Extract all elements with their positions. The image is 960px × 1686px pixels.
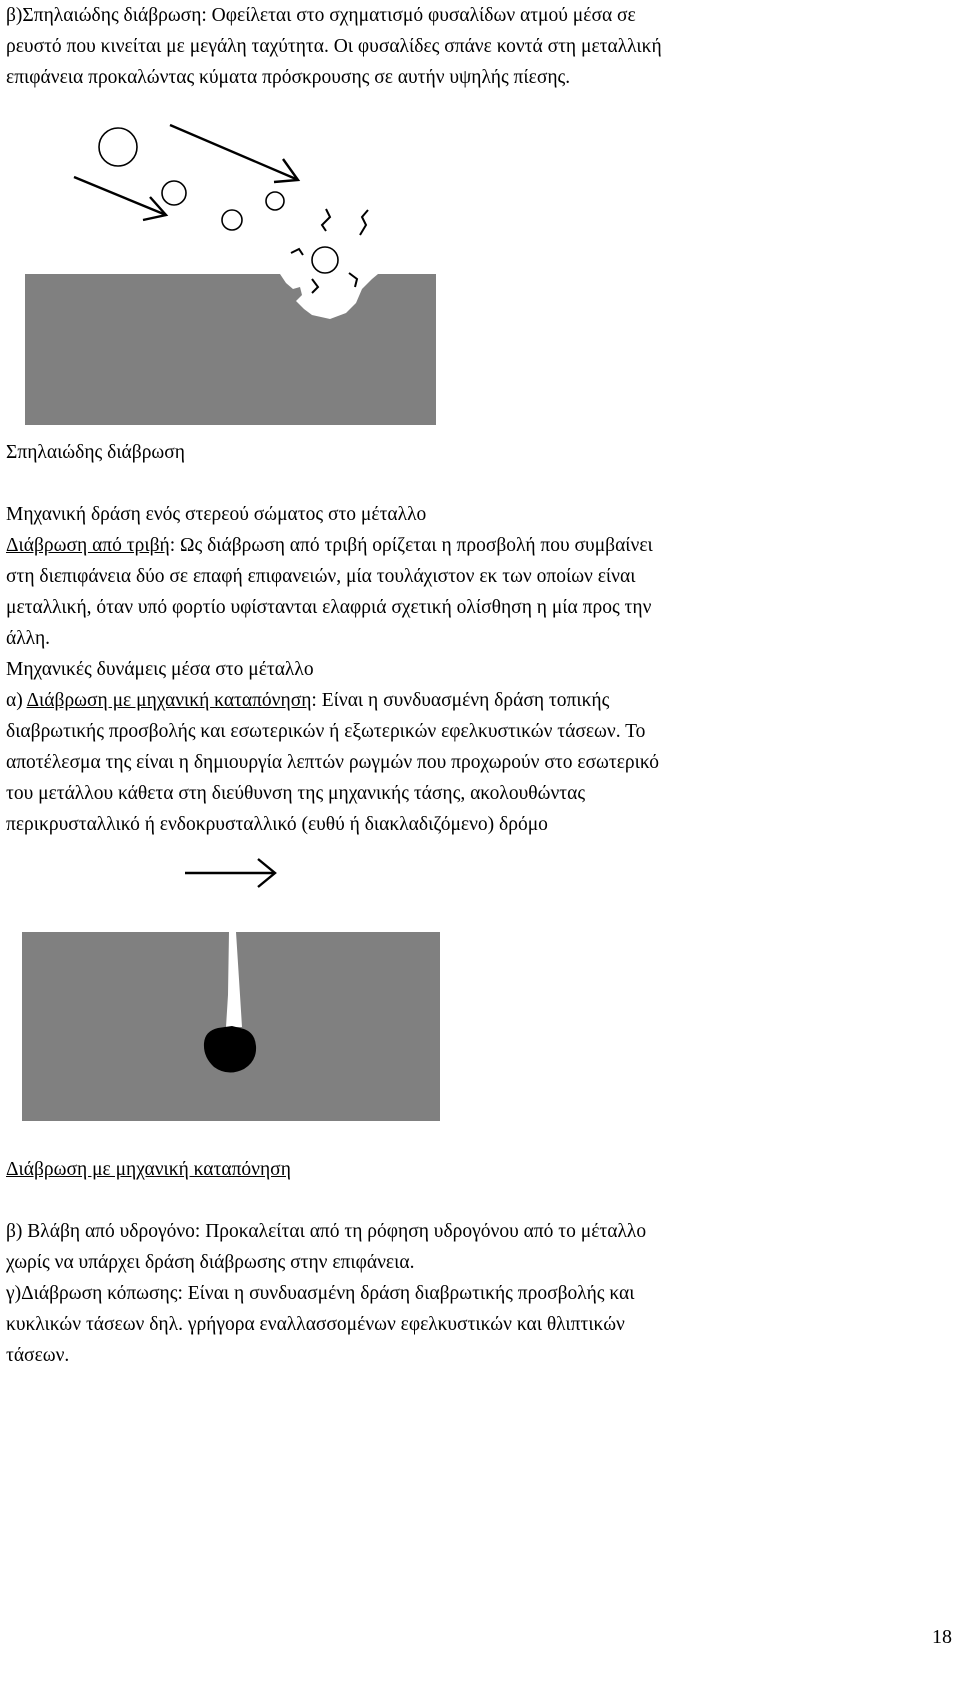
intro-line: β)Σπηλαιώδης διάβρωση: Οφείλεται στο σχηματισμό φυσαλίδων ατμού μέσα σε	[6, 5, 636, 26]
stress-line: αποτέλεσμα της είναι η δημιουργία λεπτών ρωγμών που προχωρούν στο εσωτερικό	[6, 752, 660, 773]
fatigue-paragraph	[6, 1278, 946, 1371]
wear-definition-line: στη διεπιφάνεια δύο σε επαφή επιφανειών, μία τουλάχιστον εκ των οποίων είναι	[6, 566, 636, 587]
hydrogen-line: χωρίς να υπάρχει δράση διάβρωσης στην επιφάνεια.	[6, 1252, 415, 1273]
stress-line: του μετάλλου κάθετα στη διεύθυνση της μηχανικής τάσης, ακολουθώντας	[6, 783, 586, 804]
intro-line: επιφάνεια προκαλώντας κύματα πρόσκρουσης σε αυτήν υψηλής πίεσης.	[6, 67, 571, 88]
shock-wave-icon	[291, 209, 368, 293]
flow-arrow-icon	[170, 125, 298, 182]
wear-definition-line: άλλη.	[6, 628, 51, 649]
fatigue-line: γ)Διάβρωση κόπωσης: Είναι η συνδυασμένη δράση διαβρωτικής προσβολής και	[6, 1283, 635, 1304]
fatigue-line: τάσεων.	[6, 1345, 70, 1366]
forces-heading: Μηχανικές δυνάμεις μέσα στο μέταλλο	[6, 659, 314, 680]
cavitation-figure	[0, 95, 960, 445]
wear-definition-line: μεταλλική, όταν υπό φορτίο υφίστανται ελαφριά σχετική ολίσθηση η μία προς την	[6, 597, 652, 618]
intro-paragraph	[6, 0, 946, 93]
stress-term: Διάβρωση με μηχανική καταπόνηση	[26, 690, 312, 711]
wear-definition-line: Διάβρωση από τριβή: Ως διάβρωση από τριβή ορίζεται η προσβολή που συμβαίνει	[6, 535, 653, 556]
bubble	[222, 210, 242, 230]
mechanical-section	[6, 499, 946, 840]
fatigue-line: κυκλικών τάσεων δηλ. γρήγορα εναλλασσομένων εφελκυστικών και θλιπτικών	[6, 1314, 625, 1335]
stress-corrosion-figure	[0, 845, 960, 1145]
figure2-caption: Διάβρωση με μηχανική καταπόνηση	[6, 1159, 291, 1180]
bubble	[162, 181, 186, 205]
stress-line: α) Διάβρωση με μηχανική καταπόνηση: Είναι η συνδυασμένη δράση τοπικής	[6, 690, 610, 711]
bubble	[266, 192, 284, 210]
metal-surface-pitted	[25, 274, 436, 425]
stress-line: διαβρωτικής προσβολής και εσωτερικών ή εξωτερικών εφελκυστικών τάσεων. Το	[6, 721, 646, 742]
section-heading: Μηχανική δράση ενός στερεού σώματος στο μέταλλο	[6, 504, 427, 525]
page-number: 18	[932, 1626, 952, 1648]
flow-arrow-icon	[74, 177, 166, 220]
hydrogen-line: β) Βλάβη από υδρογόνο: Προκαλείται από τη ρόφηση υδρογόνου από το μέταλλο	[6, 1221, 647, 1242]
bubble	[99, 128, 137, 166]
figure1-caption: Σπηλαιώδης διάβρωση	[6, 442, 185, 463]
tension-arrow-icon	[185, 859, 275, 887]
stress-line: περικρυσταλλικό ή ενδοκρυσταλλικό (ευθύ ή διακλαδιζόμενο) δρόμο	[6, 814, 548, 835]
hydrogen-paragraph	[6, 1216, 946, 1278]
bubble	[312, 247, 338, 273]
intro-line: ρευστό που κινείται με μεγάλη ταχύτητα. Οι φυσαλίδες σπάνε κοντά στη μεταλλική	[6, 36, 662, 57]
wear-term: Διάβρωση από τριβή	[6, 535, 170, 556]
